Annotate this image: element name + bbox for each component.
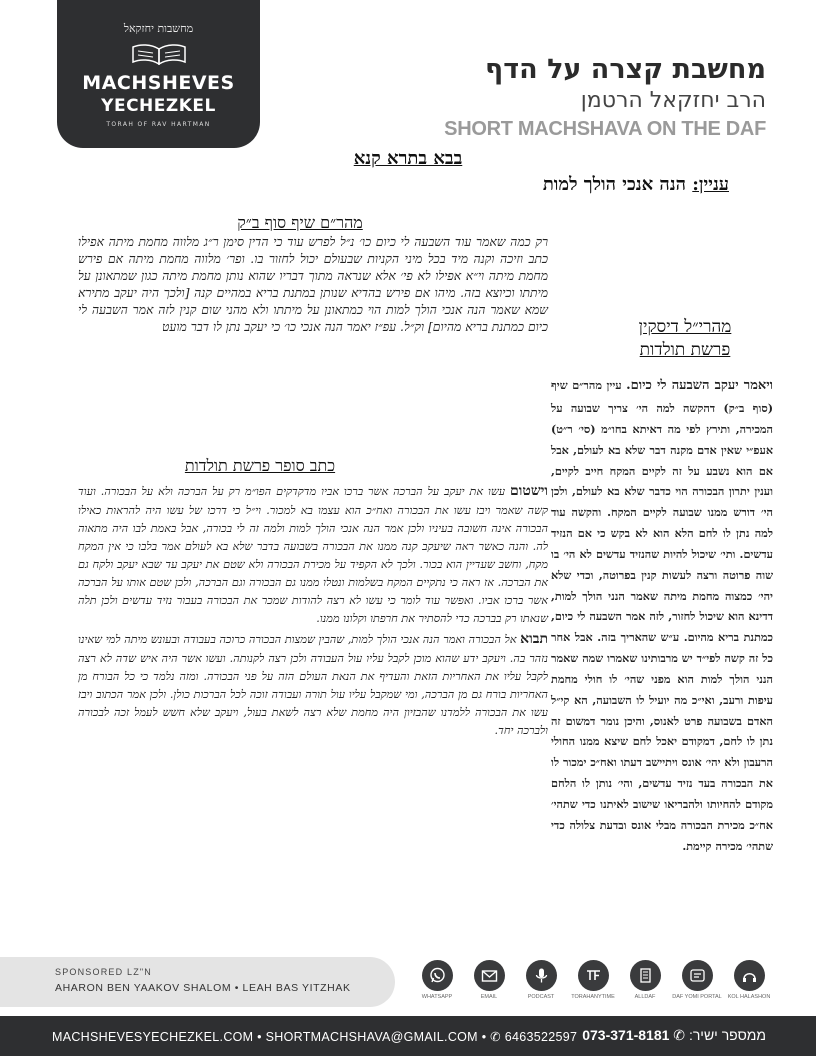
sponsor-names: AHARON BEN YAAKOV SHALOM • LEAH BAS YITZHAK [55,982,351,994]
daf-yomi-portal-link[interactable] [672,960,722,1000]
platform-links [412,960,784,1008]
inyan-heading [543,174,729,195]
masechta-heading: בבא בתרא קנא [353,148,463,169]
maharam-shif-body: רק כמה שאמר עוד השבעה לי כיום כו׳ נ״ל לפרש עוד כי הדין סימן ר״ג מלווה מחמת מיתה אפילו כתב וזיכה וקנה מיד בכל מיני הקניות שבעולם יכול לחזור בו. ופר׳ מלווה מחמת מיתה אם פירש מחמת מיתה וי״א אפילו לא פי׳ אלא שנראה מתוך דבריו שהוא נותן מחמת מיתה כגון שמתאונן על מיתתו וכיוצא בזה. מיהו אם פירש בהדיא שנותן במתנת בריא במהיים קנה [ולכך היה יעקב מתירא שמא שאמר הנה אנכי הולך למות הוי כמתאונן על מיתתו ולא מהני שום קנין לזה אמר השבעה לי כיום כמתנת בריא מהיום] וק״ל. עפ״ז יאמר הנה אנכי כו׳ כי יעקב נתן לו דבר מועט [78,235,548,334]
torahanytime-link[interactable] [568,960,618,1000]
footer-contacts [52,1029,577,1044]
separator-dot: • [257,1030,266,1044]
alldaf-icon [637,967,654,984]
podcast-label: PODCAST [527,994,555,1000]
alldaf-label: ALLDAF [634,994,656,1000]
direct-line [582,1027,766,1044]
email-icon [481,967,498,984]
maharil-diskin-title-line1: מהרי״ל דיסקין [638,317,732,337]
website-link[interactable]: MACHSHEVESYECHEZKEL.COM [52,1030,254,1044]
ksav-sofer-paragraph-2: אל הבכורה ואמר הנה אנכי הולך למות, שהבין שמצות הבכורה כרוכה בעבודה ובעונש מיתה למי שאינו נזהר בה. ויעקב ידע שהוא מוכן לקבל עליו עול העבודה ולכן רצה לקנותה. ועשו אשר היה איש שדה לא רצה לקבל עליו את האחריות הזאת והעדיף את הנאת העולם הזה על פני הבכורה. ומזה נלמד כי כל הבורח מן האחריות בורח גם מן הברכה, ומי שמקבל עליו עול תורה ועבודה זוכה לכל הברכות כולן. ולכן אמר הכתוב ויבז עשו את הבכורה ללמדנו שהבזיון היה מחמת שלא רצה לשאת בעול, ויעקב שלא חשש לעמל זכה לבכורה ולברכה יחד. [78,632,548,737]
direct-line-label: ממספר ישיר: [688,1027,766,1043]
whatsapp-icon [429,967,446,984]
sponsor-label: SPONSORED LZ"N [55,967,153,977]
author-name: הרב יחזקאל הרטמן [580,88,766,113]
ksav-sofer-paragraph-1: עשו את יעקב על הברכה אשר ברכו אביו מדקדקים הפו״מ רק על הברכה ולא על הבכורה. ועוד קשה שאמר ויבז עשו את הבכורה ואח״כ הוא עצמו בא למכור. וי״ל כי דרכו של עשו היה להראות כאילו הבכורה אינה חשובה בעיניו ולכן אמר הנה אנכי הולך למות ולמה זה לי בכורה, אבל באמת לבו היה מתאוה לה. והנה כאשר ראה שיעקב קנה ממנו את הבכורה בשבועה בדבר שלא בא לעולם אמר בלבו כי אין המקח מקח, וחשב שעדיין הוא בכור. ולכך לא הקפיד על מכירת הבכורה ולא שטם את יעקב עד שבא יעקב ולקח גם את הברכה. אז ראה כי נתקיים המקח בשלמות ונטלו ממנו גם הבכורה וגם הברכה, ולכן שטם אותו על הברכה אשר ברכו אביו. ואפשר עוד לומר כי עשו לא רצה להודות שמכר את הבכורה בעבור נזיד עדשים ולכן תלה שנאתו רק בברכה כדי להסתיר את חרפתו וקלונו ממנו. [78,485,548,625]
maharil-diskin-text: עיין מהר״ם שיף (סוף ב״ק) דהקשה למה הי׳ צריך שבועה על המכירה, ותירץ לפי מה דאיתא בחו״מ (סי׳ ר״ט) אעפ״י שאין אדם מקנה דבר שלא בא לעולם, אבל אם הוא נשבע על זה לקיים המקח חייב לקיים, וענין יתרון הבכורה הוי כדבר שלא בא לעולם, ולכן הי׳ דורש ממנו שבועה לקיים המקח. והקשה עוד למה נתן לו לחם הלא הוא לא בקש כי אם הנזיד עדשים. ותי׳ שיכול להיות שהנזיד עדשים לא הי׳ בו שוה פרוטה ורצה לעשות קנין בפרוטה, וכדי שלא יהי׳ כמצוה מחמת מיתה שאמר הנני הולך למות, דדינא הוא שיכול לחזור, לזה אמר השבעה לי כיום, כמתנת בריא מהיום. ע״ש שהאריך בזה. אבל אחר כל זה קשה לפי״ד יש מרבותינו שאמרו שמה שאמר הנני הולך למות הוא מפני שהי׳ לו חולי מחמת עיפות ורעב, ואי״כ מה יועיל לו השבועה, הא קי״ל האדם בשבועה פרט לאנוס, והיכן נומר דמשום זה נתן לו לחם, דמקודם יאכל לחם שיצא ממנו החולי הרעבון ולא יהי׳ אונס ויתיישב דעתו ואח״כ ימכור לו את הבכורה בעד נזיד עדשים, והי׳ נותן לו הלחם מקודם להחיותו ולהבריאו שישוב לאיתנו כדי שתהי׳ אח״כ מכירת הבכורה מבלי אונס ובדעת צלולה כדי שתהי׳ מכירה קיימת. [551,378,773,853]
kol-halashon-icon [741,967,758,984]
maharil-diskin-title-line2: פרשת תולדות [639,339,731,360]
whatsapp-label: WHATSAPP [421,994,453,1000]
phone-handset-icon: ✆ [669,1027,686,1043]
inyan-label: עניין: [692,174,729,195]
maharil-diskin-lead: ויאמר יעקב השבעה לי כיום. [626,378,773,393]
ksav-sofer-lead-2: תבוא [520,630,548,647]
footer-bar [0,1016,816,1056]
open-book-icon [131,43,187,65]
phone-number[interactable]: 6463522597 [504,1030,578,1044]
separator-dot: • [481,1030,491,1044]
ksav-sofer-body [78,480,548,740]
email-address-link[interactable]: SHORTMACHSHAVA@GMAIL.COM [265,1030,478,1044]
maharil-diskin-title [600,316,770,362]
logo-tab [57,0,260,148]
kol-halashon-label: KOL HALASHON [727,994,771,1000]
kol-halashon-link[interactable] [724,960,774,1000]
inyan-text: הנה אנכי הולך למות [542,174,686,195]
logo-hebrew-text: מחשבות יחזקאל [123,22,194,35]
alldaf-link[interactable] [620,960,670,1000]
torahanytime-label: TORAHANYTIME [571,994,615,1000]
daf-yomi-portal-icon [689,967,706,984]
email-link[interactable] [464,960,514,1000]
whatsapp-link[interactable] [412,960,462,1000]
podcast-icon [533,967,550,984]
podcast-link[interactable] [516,960,566,1000]
phone-icon: ✆ [490,1030,505,1044]
maharam-shif-title: מהר״ם שיף סוף ב״ק [237,213,363,232]
torahanytime-icon [585,967,602,984]
maharil-diskin-body [551,374,773,856]
page-title: מחשבת קצרה על הדף [485,54,766,85]
sponsor-bar [0,957,395,1007]
logo-title-line2: YECHEZKEL [101,96,216,116]
ksav-sofer-title: כתב סופר פרשת תולדות [184,456,336,475]
email-label: EMAIL [480,994,498,1000]
logo-title-line1: MACHSHEVES [82,72,235,94]
english-subtitle: SHORT MACHSHAVA ON THE DAF [444,118,766,140]
ksav-sofer-lead-1: וישטום [510,483,548,499]
direct-line-number[interactable]: 073-371-8181 [582,1027,670,1043]
daf-yomi-portal-label: DAF YOMI PORTAL [672,994,722,1000]
logo-tagline: TORAH OF RAV HARTMAN [106,121,211,128]
